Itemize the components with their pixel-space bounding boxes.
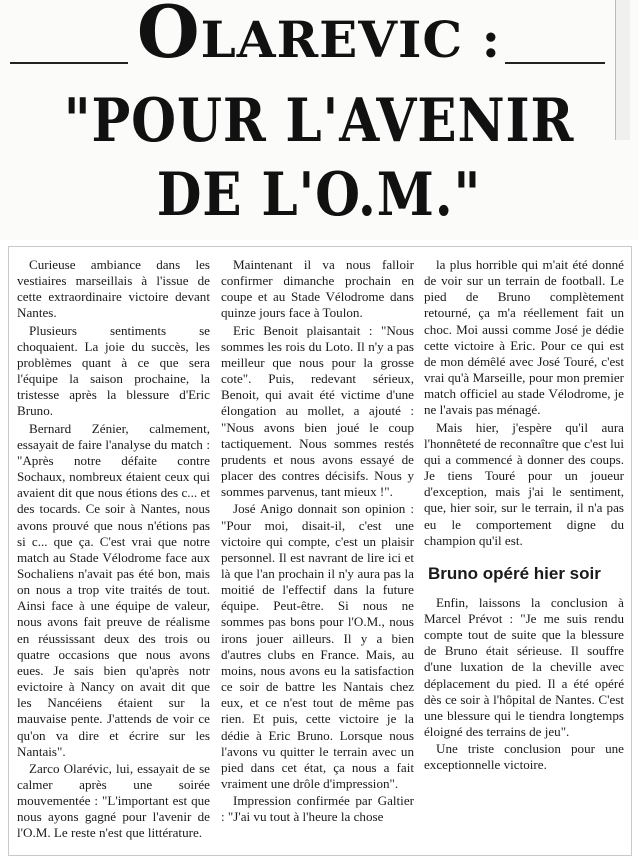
paragraph: Impression confirmée par Galtier : "J'ai vu tout à l'heure la chose <box>221 793 414 825</box>
paragraph: Une triste conclusion pour une exceptionnelle victoire. <box>424 741 624 773</box>
paragraph: Zarco Olarévic, lui, essayait de se calmer après une soirée mouvementée : "L'important est que nous ayons gagné pour l'avenir de l'O.M. Le reste n'est que littérature. <box>17 760 210 841</box>
paragraph: Eric Benoit plaisantait : "Nous sommes les rois du Loto. Il n'y a pas meilleur que nous pour la grosse cote". Puis, redevant sérieux, Benoit, qui avait été victime d'une élongation au mollet, a ajouté : "Nous avons bien joué le coup tactiquement. Nous sommes restés prudents et nous avons essayé de placer des contres décisifs. Nous y sommes parvenus, tant mieux !". <box>221 322 414 500</box>
paragraph: la plus horrible qui m'ait été donné de voir sur un terrain de football. Le pied de Bruno complètement retourné, ça m'a réellement fait un choc. Moi aussi comme José je dédie cette victoire à Eric. Pour ce qui est de mon démêlé avec José Touré, c'est vrai qu'à Marseille, pour mon premier match officiel au stade Vélodrome, je ne l'avais pas ménagé. <box>424 257 624 418</box>
headline-line-1 <box>0 0 638 74</box>
article-column-3 <box>424 257 624 775</box>
subheading: Bruno opéré hier soir <box>428 563 601 583</box>
paragraph: Curieuse ambiance dans les vestiaires marseillais à l'issue de cette extraordinaire victoire devant Nantes. <box>17 257 210 321</box>
headline-line-1-rest: LAREVIC : <box>200 10 502 69</box>
headline-line-2: "POUR L'AVENIR <box>63 86 575 156</box>
article-column-1 <box>17 257 210 843</box>
paragraph: Maintenant il va nous falloir confirmer dimanche prochain en coupe et au Stade Vélodrome dans quinze jours face à Toulon. <box>221 257 414 321</box>
headline-line-3: DE L'O.M." <box>156 160 482 230</box>
paragraph: Enfin, laissons la conclusion à Marcel Prévot : "Je me suis rendu compte tout de suite que la blessure de Bruno était sérieuse. Il souffre d'une luxation de la cheville avec déplacement du pied. Il a été opéré dès ce soir à l'hôpital de Nantes. C'est une blessure qui le tiendra longtemps éloigné des terrains de jeu". <box>424 594 624 740</box>
paragraph: Plusieurs sentiments se choquaient. La joie du succès, les problèmes quant à ce que sera l'équipe la saison prochaine, la tristesse après la blessure d'Eric Bruno. <box>17 322 210 419</box>
paragraph: Bernard Zénier, calmement, essayait de faire l'analyse du match : "Après notre défaite contre Sochaux, nombreux étaient ceux qui avaient dit que nous étions des c... et des tocards. Ce soir à Nantes, nous avons prouvé que nous n'étions pas si c... que ça. C'est vrai que notre match au Stade Vélodrome face aux Sochaliens n'avait pas été bon, mais on nous a trop vite traités de tout. Ainsi face à une équipe de valeur, nous avons fait preuve de réalisme en réussissant deux des trois ou quatre occasions que nous avons eues. Je sais bien qu'après notr evictoire à Nancy on avait dit que les Nancéiens étaient sur la mauvaise pente. J'attends de voir ce qu'on va dire et écrire sur les Nantais". <box>17 420 210 759</box>
article-body <box>8 246 632 856</box>
paragraph: José Anigo donnait son opinion : "Pour moi, disait-il, c'est une victoire qui compte, c'est un plaisir personnel. Il est navrant de lire ici et là que l'an prochain il n'y aura pas la moitié de l'effectif dans la future équipe. Peut-être. Si nous ne sommes pas bons pour l'O.M., nous irons jouer ailleurs. Il y a bien d'autres clubs en France. Mais, au moins, nous avons eu la satisfaction ce soir de battre les Nantais chez eux, et ce n'est tout de même pas rien. Et puis, cette victoire je la dédie à Eric Bruno. Lorsque nous l'avons vu quitter le terrain avec un pied dans cet état, ça nous a fait vraiment une drôle d'impression". <box>221 501 414 791</box>
headline-initial: O <box>136 0 201 74</box>
headline-block <box>0 0 638 240</box>
article-column-2 <box>221 257 414 826</box>
paragraph: Mais hier, j'espère qu'il aura l'honnêteté de reconnaître que c'est lui qui a commencé à donner des coups. Je tiens Touré pour un joueur d'exception, mais j'ai le sentiment, que, hier soir, sur le terrain, il n'a pas eu le comportement digne du champion qu'il est. <box>424 419 624 548</box>
